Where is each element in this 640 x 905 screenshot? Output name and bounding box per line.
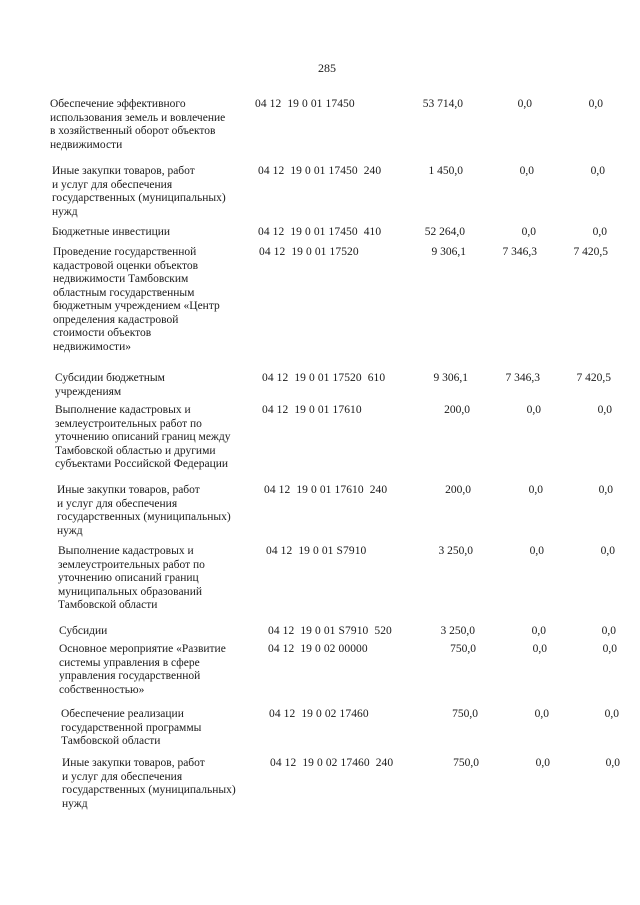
row-code: 04 12 19 0 02 00000 — [268, 643, 368, 655]
row-code: 04 12 19 0 01 S7910 520 — [268, 625, 392, 637]
row-value-3: 0,0 — [590, 165, 605, 177]
row-value-2: 0,0 — [531, 625, 546, 637]
row-value-1: 750,0 — [453, 757, 479, 769]
row-name: Проведение государственной кадастровой оценки объектов недвижимости Тамбовским областным государственным бюджетным учреждением «Центр определения кадастровой стоимости объектов недвижимости» — [53, 246, 220, 353]
row-code: 04 12 19 0 01 17520 610 — [262, 372, 386, 384]
row-value-1: 53 714,0 — [422, 98, 463, 110]
row-value-3: 0,0 — [598, 484, 613, 496]
row-value-2: 0,0 — [529, 545, 544, 557]
row-value-2: 0,0 — [521, 226, 536, 238]
row-value-1: 3 250,0 — [440, 625, 475, 637]
row-value-3: 7 420,5 — [573, 246, 608, 258]
row-code: 04 12 19 0 01 17610 240 — [264, 484, 388, 496]
row-value-3: 0,0 — [588, 98, 603, 110]
row-value-1: 3 250,0 — [438, 545, 473, 557]
row-value-3: 0,0 — [597, 404, 612, 416]
row-name: Иные закупки товаров, работ и услуг для обеспечения государственных (муниципальных) нужд — [57, 484, 231, 537]
row-code: 04 12 19 0 01 17450 410 — [258, 226, 382, 238]
row-value-2: 0,0 — [517, 98, 532, 110]
row-name: Иные закупки товаров, работ и услуг для обеспечения государственных (муниципальных) нужд — [52, 165, 226, 218]
row-code: 04 12 19 0 01 17520 — [259, 246, 359, 258]
row-name: Бюджетные инвестиции — [52, 226, 171, 238]
row-value-3: 0,0 — [592, 226, 607, 238]
row-name: Основное мероприятие «Развитие системы управления в сфере управления государственной собственностью» — [59, 643, 226, 696]
row-value-1: 52 264,0 — [424, 226, 465, 238]
page-number: 285 — [318, 61, 336, 75]
row-value-3: 0,0 — [604, 708, 619, 720]
row-name: Субсидии бюджетным учреждениям — [55, 372, 165, 398]
row-value-3: 0,0 — [601, 625, 616, 637]
row-value-2: 0,0 — [535, 757, 550, 769]
row-value-1: 200,0 — [444, 404, 470, 416]
row-value-2: 0,0 — [526, 404, 541, 416]
row-value-1: 1 450,0 — [428, 165, 463, 177]
row-code: 04 12 19 0 02 17460 240 — [270, 757, 394, 769]
row-value-3: 0,0 — [605, 757, 620, 769]
row-value-2: 0,0 — [532, 643, 547, 655]
row-value-1: 9 306,1 — [431, 246, 466, 258]
row-value-2: 7 346,3 — [502, 246, 537, 258]
row-code: 04 12 19 0 01 S7910 — [266, 545, 367, 557]
row-value-1: 750,0 — [450, 643, 476, 655]
row-name: Выполнение кадастровых и землеустроительных работ по уточнению описаний границ муниципальных образований Тамбовской области — [58, 545, 205, 611]
row-name: Обеспечение эффективного использования земель и вовлечение в хозяйственный оборот объектов недвижимости — [50, 98, 226, 151]
row-name: Иные закупки товаров, работ и услуг для обеспечения государственных (муниципальных) нужд — [62, 757, 236, 810]
row-name: Выполнение кадастровых и землеустроительных работ по уточнению описаний границ между Тамбовской областью и другими субъектами Российской Федерации — [55, 404, 231, 470]
row-value-2: 7 346,3 — [505, 372, 540, 384]
row-value-1: 9 306,1 — [433, 372, 468, 384]
row-value-2: 0,0 — [528, 484, 543, 496]
row-value-3: 0,0 — [600, 545, 615, 557]
row-value-3: 7 420,5 — [576, 372, 611, 384]
row-value-1: 750,0 — [452, 708, 478, 720]
row-value-3: 0,0 — [602, 643, 617, 655]
row-value-2: 0,0 — [534, 708, 549, 720]
row-code: 04 12 19 0 01 17450 — [255, 98, 355, 110]
row-value-1: 200,0 — [445, 484, 471, 496]
row-code: 04 12 19 0 01 17610 — [262, 404, 362, 416]
row-name: Субсидии — [59, 625, 108, 637]
row-value-2: 0,0 — [519, 165, 534, 177]
row-name: Обеспечение реализации государственной программы Тамбовской области — [61, 708, 202, 747]
row-code: 04 12 19 0 02 17460 — [269, 708, 369, 720]
row-code: 04 12 19 0 01 17450 240 — [258, 165, 382, 177]
